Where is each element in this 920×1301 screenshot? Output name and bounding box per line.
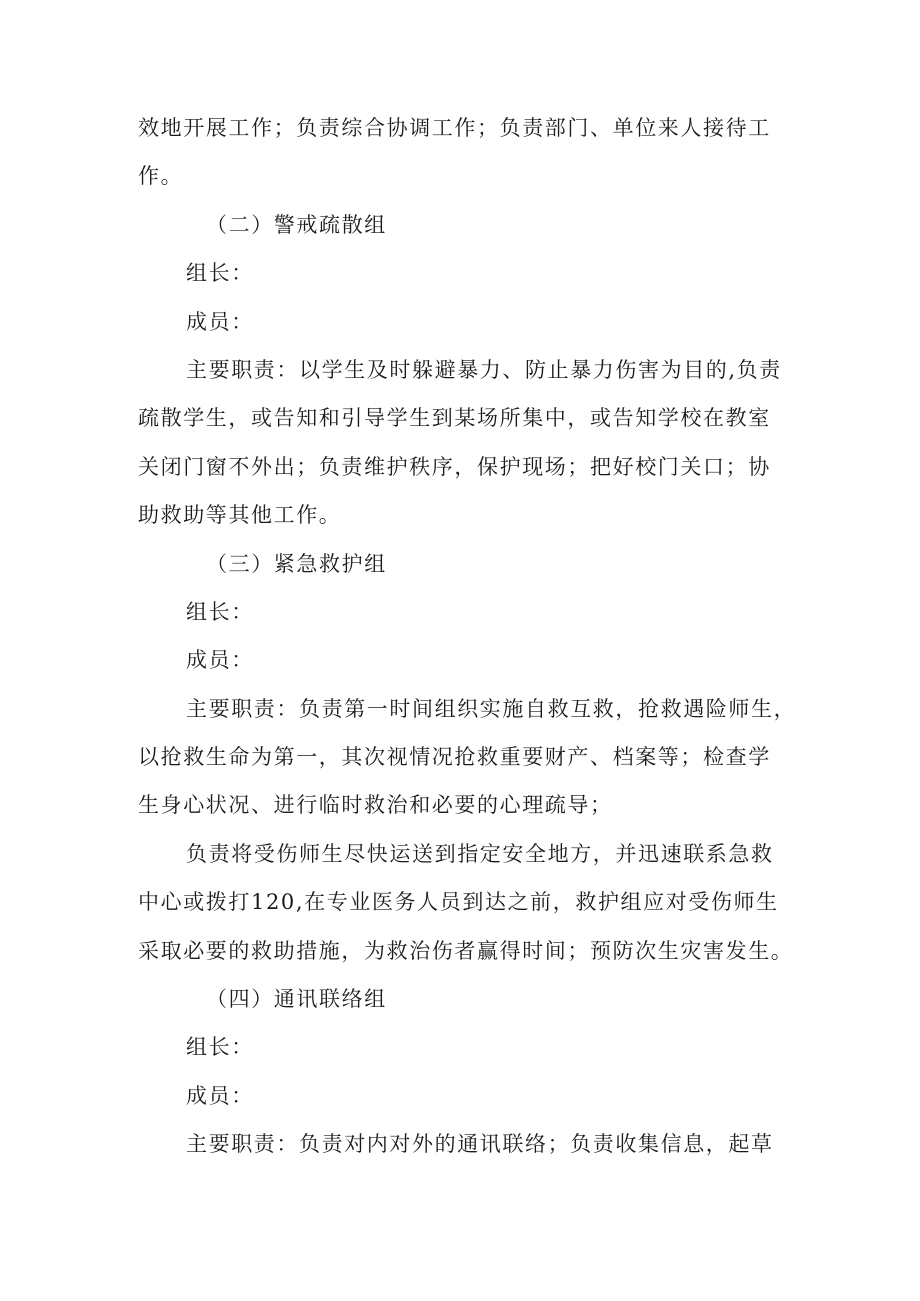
document-body [138, 104, 797, 1169]
paragraph-line: 效地开展工作；负责综合协调工作；负责部门、单位来人接待工 [138, 116, 771, 140]
section-heading-3: （三）紧急救护组 [206, 551, 387, 576]
paragraph-line: 负责将受伤师生尽快运送到指定安全地方，并迅速联系急救 [186, 841, 774, 866]
paragraph-line: 生身心状况、进行临时救治和必要的心理疏导； [138, 793, 613, 818]
paragraph-line: 中心或拨打120,在专业医务人员到达之前，救护组应对受伤师生 [138, 890, 779, 915]
section-heading-4: （四）通讯联络组 [206, 987, 387, 1012]
paragraph-line: 作。 [138, 164, 184, 189]
paragraph-line: 主要职责：以学生及时躲避暴力、防止暴力伤害为目的,负责 [186, 357, 782, 382]
group-leader-label: 组长： [186, 599, 254, 624]
paragraph-line: 采取必要的救助措施，为救治伤者赢得时间；预防次生灾害发生。 [138, 938, 794, 963]
paragraph-line: 以抢救生命为第一，其次视情况抢救重要财产、档案等；检查学 [138, 745, 771, 770]
group-leader-label: 组长： [186, 261, 254, 286]
paragraph-line: 主要职责：负责第一时间组织实施自救互救，抢救遇险师生， [186, 696, 797, 721]
paragraph-line: 主要职责：负责对内对外的通讯联络；负责收集信息，起草 [186, 1132, 774, 1157]
paragraph-line: 助救助等其他工作。 [138, 503, 342, 528]
group-members-label: 成员： [186, 309, 254, 334]
paragraph-line: 关闭门窗不外出；负责维护秩序，保护现场；把好校门关口；协 [138, 454, 771, 479]
paragraph-line: 疏散学生，或告知和引导学生到某场所集中，或告知学校在教室 [138, 406, 771, 431]
section-heading-2: （二）警戒疏散组 [206, 212, 387, 237]
group-members-label: 成员： [186, 1083, 254, 1108]
group-members-label: 成员： [186, 648, 254, 673]
group-leader-label: 组长： [186, 1035, 254, 1060]
